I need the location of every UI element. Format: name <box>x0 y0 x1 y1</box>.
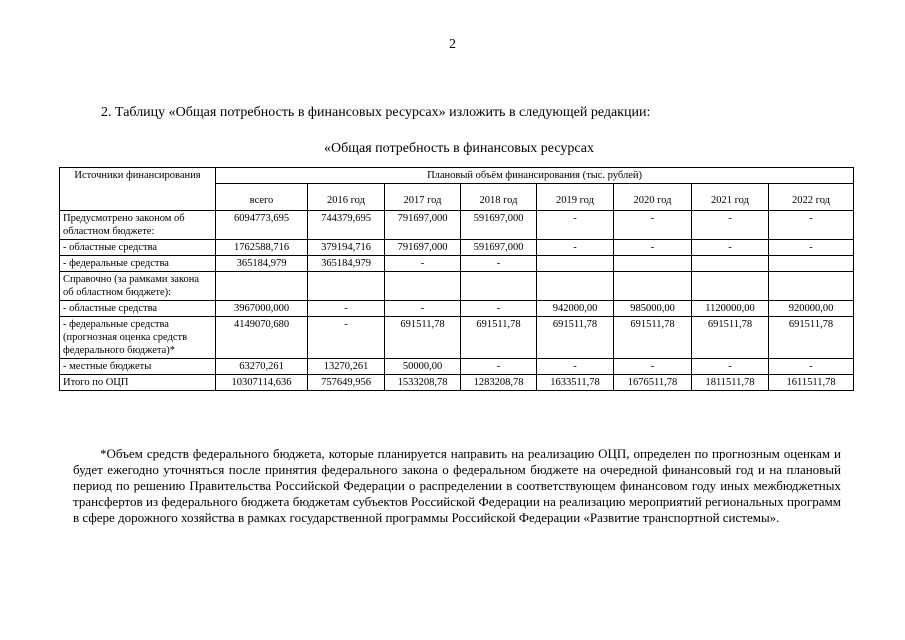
value-cell: - <box>308 317 385 359</box>
source-cell: Предусмотрено законом об областном бюджете: <box>60 211 216 240</box>
year-header: 2016 год <box>308 184 385 211</box>
value-cell: 1676511,78 <box>614 375 692 391</box>
page-number: 2 <box>449 37 456 52</box>
value-cell: 50000,00 <box>385 359 461 375</box>
value-cell: - <box>692 359 769 375</box>
value-cell: 365184,979 <box>308 256 385 272</box>
value-cell: 920000,00 <box>769 301 854 317</box>
value-cell <box>614 256 692 272</box>
value-cell: - <box>537 359 614 375</box>
footnote: *Объем средств федерального бюджета, которые планируется направить на реализацию ОЦП, определен по прогнозным оценкам и будет ежегодно уточняться после принятия федерального закона о федеральном бюджете на очередной финансовый год и на плановый период по решению Правительства Российской Федерации о распределении в соответствующем финансовом году иных межбюджетных трансфертов из федерального бюджета бюджетам субъектов Российской Федерации на реализацию мероприятий региональных программ в сфере дорожного хозяйства в рамках государственной программы Российской Федерации «Развитие транспортной системы». <box>73 446 841 525</box>
value-cell: 1120000,00 <box>692 301 769 317</box>
intro-paragraph: 2. Таблицу «Общая потребность в финансовых ресурсах» изложить в следующей редакции: <box>101 105 651 120</box>
value-cell <box>537 272 614 301</box>
value-cell: 10307114,636 <box>216 375 308 391</box>
value-cell: 63270,261 <box>216 359 308 375</box>
value-cell <box>692 272 769 301</box>
value-cell: 1533208,78 <box>385 375 461 391</box>
value-cell: 942000,00 <box>537 301 614 317</box>
financing-table <box>59 167 854 391</box>
value-cell: 691511,78 <box>692 317 769 359</box>
value-cell: - <box>461 359 537 375</box>
value-cell: - <box>692 240 769 256</box>
value-cell: 3967000,000 <box>216 301 308 317</box>
value-cell: - <box>769 211 854 240</box>
table-row <box>60 301 854 317</box>
value-cell: 1611511,78 <box>769 375 854 391</box>
value-cell: 1762588,716 <box>216 240 308 256</box>
value-cell: - <box>308 301 385 317</box>
value-cell: 13270,261 <box>308 359 385 375</box>
source-cell: - федеральные средства <box>60 256 216 272</box>
value-cell <box>308 272 385 301</box>
value-cell: - <box>537 211 614 240</box>
value-cell: - <box>769 240 854 256</box>
table-row <box>60 240 854 256</box>
value-cell: 691511,78 <box>461 317 537 359</box>
year-header: 2017 год <box>385 184 461 211</box>
value-cell: - <box>385 301 461 317</box>
value-cell: - <box>461 301 537 317</box>
value-cell: 591697,000 <box>461 240 537 256</box>
source-cell: - местные бюджеты <box>60 359 216 375</box>
table-row <box>60 256 854 272</box>
source-cell: - областные средства <box>60 301 216 317</box>
value-cell: 691511,78 <box>614 317 692 359</box>
value-cell <box>537 256 614 272</box>
value-cell: - <box>385 256 461 272</box>
value-cell: 744379,695 <box>308 211 385 240</box>
value-cell: - <box>769 359 854 375</box>
value-cell: - <box>614 211 692 240</box>
value-cell <box>461 272 537 301</box>
value-cell <box>769 272 854 301</box>
value-cell: 4149070,680 <box>216 317 308 359</box>
value-cell: - <box>614 359 692 375</box>
table-row <box>60 375 854 391</box>
value-cell <box>385 272 461 301</box>
value-cell <box>216 272 308 301</box>
value-cell: 691511,78 <box>537 317 614 359</box>
value-cell: - <box>614 240 692 256</box>
table-row <box>60 272 854 301</box>
value-cell: 791697,000 <box>385 211 461 240</box>
year-header: 2022 год <box>769 184 854 211</box>
source-cell: Справочно (за рамками закона об областном бюджете): <box>60 272 216 301</box>
value-cell: 591697,000 <box>461 211 537 240</box>
value-cell: - <box>461 256 537 272</box>
value-cell: 985000,00 <box>614 301 692 317</box>
table-title: «Общая потребность в финансовых ресурсах <box>324 141 594 156</box>
year-header: 2018 год <box>461 184 537 211</box>
value-cell: 791697,000 <box>385 240 461 256</box>
value-cell <box>692 256 769 272</box>
value-cell: 757649,956 <box>308 375 385 391</box>
value-cell: - <box>537 240 614 256</box>
value-cell: 1811511,78 <box>692 375 769 391</box>
table-row <box>60 317 854 359</box>
value-cell <box>769 256 854 272</box>
year-header: всего <box>216 184 308 211</box>
year-header: 2019 год <box>537 184 614 211</box>
value-cell <box>614 272 692 301</box>
source-cell: - федеральные средства (прогнозная оценка средств федерального бюджета)* <box>60 317 216 359</box>
year-header: 2021 год <box>692 184 769 211</box>
table-row <box>60 211 854 240</box>
value-cell: 691511,78 <box>385 317 461 359</box>
header-row-top <box>60 168 854 184</box>
year-header: 2020 год <box>614 184 692 211</box>
table-row <box>60 359 854 375</box>
plan-header: Плановый объём финансирования (тыс. рублей) <box>216 168 854 184</box>
source-cell: - областные средства <box>60 240 216 256</box>
value-cell: 1283208,78 <box>461 375 537 391</box>
source-cell: Итого по ОЦП <box>60 375 216 391</box>
value-cell: 6094773,695 <box>216 211 308 240</box>
value-cell: - <box>692 211 769 240</box>
value-cell: 365184,979 <box>216 256 308 272</box>
value-cell: 379194,716 <box>308 240 385 256</box>
value-cell: 691511,78 <box>769 317 854 359</box>
source-header: Источники финансирования <box>60 168 216 211</box>
value-cell: 1633511,78 <box>537 375 614 391</box>
